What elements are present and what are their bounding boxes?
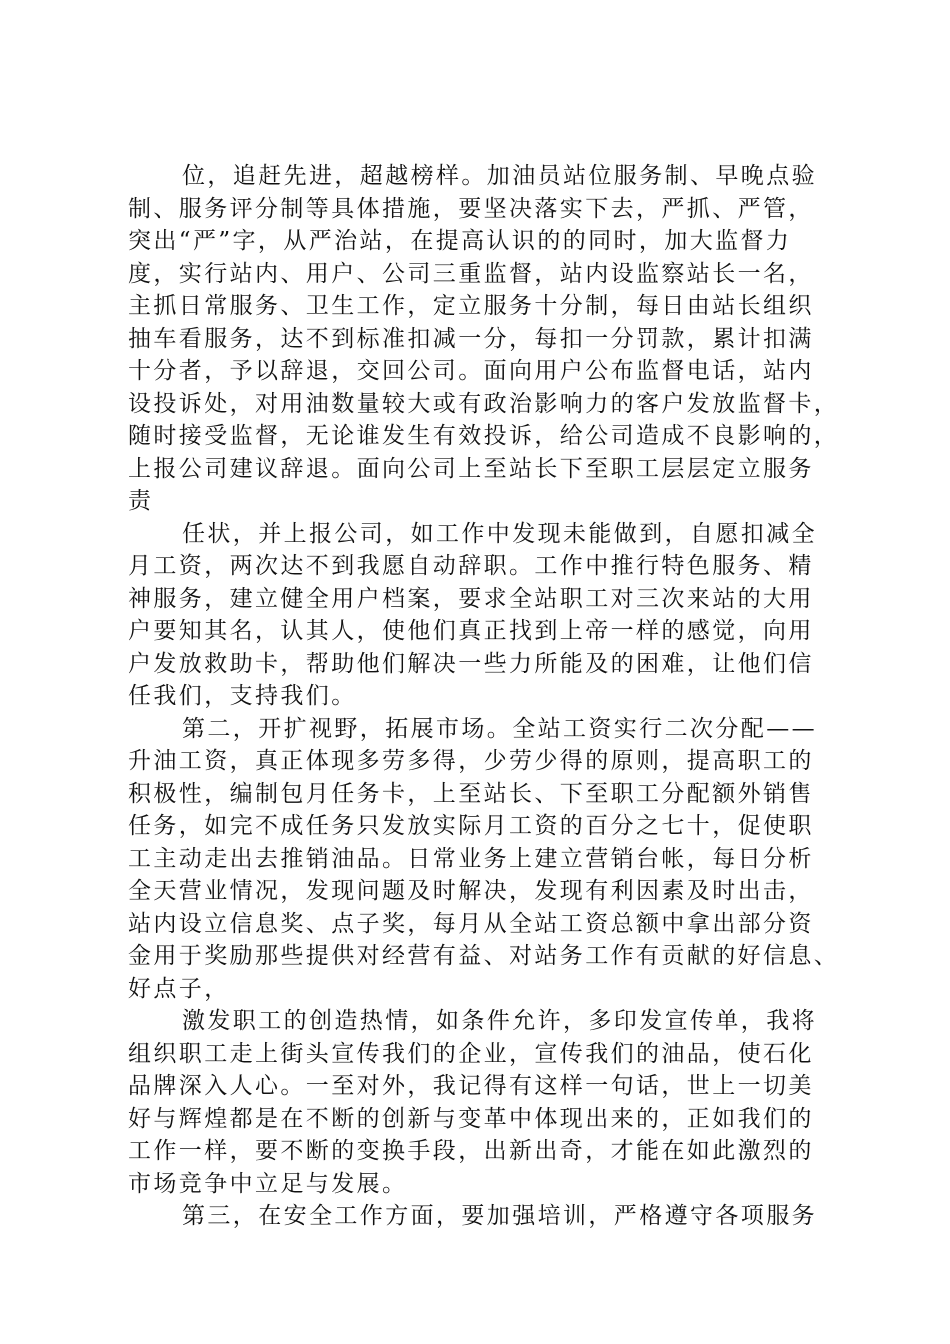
text-line: 任我们，支持我们。 (128, 683, 357, 709)
text-line: 升油工资，真正体现多劳多得，少劳少得的原则，提高职工的 (128, 748, 814, 774)
text-line: 工作一样，要不断的变换手段，出新出奇，才能在如此激烈的 (128, 1138, 814, 1164)
text-line: 责 (128, 488, 154, 514)
text-line: 神服务，建立健全用户档案，要求全站职工对三次来站的大用 (128, 585, 814, 612)
text-line: 月工资，两次达不到我愿自动辞职。工作中推行特色服务、精 (128, 553, 814, 579)
text-line: 第二，开扩视野，拓展市场。全站工资实行二次分配—— (182, 715, 817, 742)
text-line: 主抓日常服务、卫生工作，定立服务十分制，每日由站长组织 (128, 293, 814, 319)
text-line: 十分者，予以辞退，交回公司。面向用户公布监督电话，站内 (128, 358, 814, 384)
text-line: 户要知其名，认其人，使他们真正找到上帝一样的感觉，向用 (128, 618, 814, 644)
text-line: 位，追赶先进，超越榜样。加油员站位服务制、早晚点验 (182, 163, 817, 189)
text-line: 随时接受监督，无论谁发生有效投诉，给公司造成不良影响的， (128, 423, 840, 449)
text-line: 工主动走出去推销油品。日常业务上建立营销台帐，每日分析 (128, 845, 814, 872)
text-line: 户发放救助卡，帮助他们解决一些力所能及的困难，让他们信 (128, 650, 814, 677)
text-line: 度，实行站内、用户、公司三重监督，站内设监察站长一名， (128, 260, 814, 287)
text-line: 任务，如完不成任务只发放实际月工资的百分之七十，促使职 (128, 813, 814, 839)
text-line: 第三，在安全工作方面，要加强培训，严格遵守各项服务 (182, 1203, 817, 1229)
text-line: 突出“严”字，从严治站，在提高认识的的同时，加大监督力 (128, 228, 792, 254)
text-line: 好点子， (128, 975, 230, 1002)
text-line: 激发职工的创造热情，如条件允许，多印发宣传单，我将 (182, 1008, 817, 1034)
text-line: 站内设立信息奖、点子奖，每月从全站工资总额中拿出部分资 (128, 910, 814, 937)
text-line: 金用于奖励那些提供对经营有益、对站务工作有贡献的好信息、 (128, 943, 840, 969)
text-line: 市场竞争中立足与发展。 (128, 1170, 408, 1197)
text-line: 设投诉处，对用油数量较大或有政治影响力的客户发放监督卡， (128, 390, 840, 417)
body-text (128, 160, 840, 1233)
text-line: 全天营业情况，发现问题及时解决，发现有利因素及时出击， (128, 878, 814, 904)
text-line: 上报公司建议辞退。面向公司上至站长下至职工层层定立服务 (128, 455, 814, 482)
text-line: 品牌深入人心。一至对外，我记得有这样一句话，世上一切美 (128, 1073, 814, 1099)
text-line: 任状，并上报公司，如工作中发现未能做到，自愿扣减全 (182, 520, 817, 547)
text-line: 组织职工走上街头宣传我们的企业，宣传我们的油品，使石化 (128, 1040, 814, 1067)
text-line: 抽车看服务，达不到标准扣减一分，每扣一分罚款，累计扣满 (128, 325, 814, 352)
text-line: 制、服务评分制等具体措施，要坚决落实下去，严抓、严管， (128, 195, 814, 222)
text-line: 好与辉煌都是在不断的创新与变革中体现出来的，正如我们的 (128, 1105, 814, 1132)
text-line: 积极性，编制包月任务卡，上至站长、下至职工分配额外销售 (128, 780, 814, 807)
